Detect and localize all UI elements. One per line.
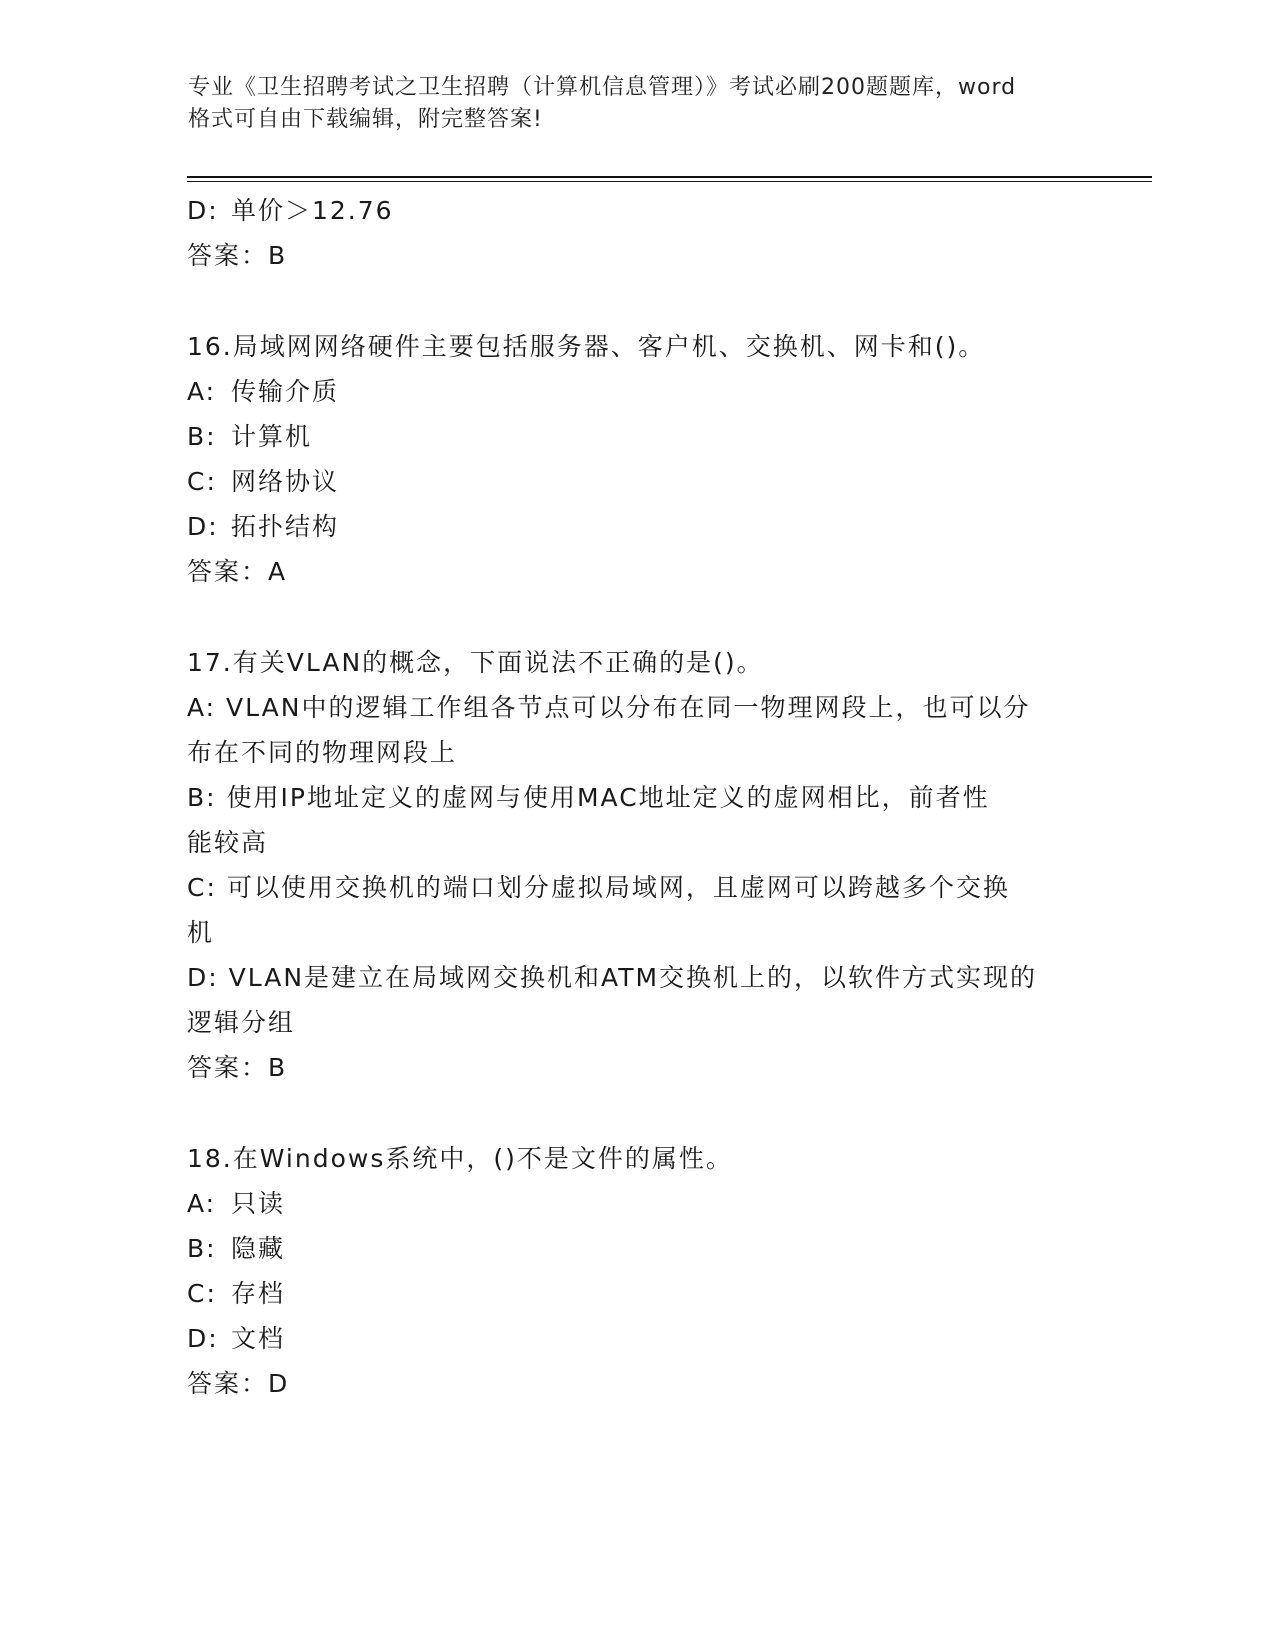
option-text: 单价＞12.76 — [231, 196, 394, 225]
question-18-option-b — [187, 1226, 1087, 1271]
question-16-option-d — [187, 504, 1087, 549]
question-16-stem: 16.局域网网络硬件主要包括服务器、客户机、交换机、网卡和()。 — [187, 332, 986, 361]
option-label: B: — [187, 422, 217, 451]
question-content — [187, 188, 1087, 1406]
option-label: B: — [187, 1234, 217, 1263]
option-label: A: — [187, 377, 217, 406]
question-17-option-d-line-1: D: VLAN是建立在局域网交换机和ATM交换机上的，以软件方式实现的 — [187, 963, 1038, 992]
header-divider-thin — [187, 181, 1152, 182]
option-label: C: — [187, 1279, 217, 1308]
question-18-option-c — [187, 1271, 1087, 1316]
question-17-option-a-line-2: 布在不同的物理网段上 — [187, 738, 458, 767]
option-text: 隐藏 — [231, 1234, 286, 1263]
question-16-answer: 答案：A — [187, 557, 288, 586]
spacer — [187, 594, 1087, 640]
option-text: 文档 — [231, 1324, 286, 1353]
spacer — [187, 1090, 1087, 1136]
header-title-line-1: 专业《卫生招聘考试之卫生招聘（计算机信息管理）》考试必刷200题题库，word — [188, 75, 1017, 100]
header-title-line-2: 格式可自由下载编辑，附完整答案! — [188, 107, 543, 132]
option-text: 网络协议 — [231, 467, 340, 496]
question-17-option-c-line-1: C: 可以使用交换机的端口划分虚拟局域网，且虚网可以跨越多个交换 — [187, 873, 1010, 902]
question-16-option-b — [187, 414, 1087, 459]
question-17-option-b-line-2: 能较高 — [187, 828, 269, 857]
question-17-option-a-line-1: A: VLAN中的逻辑工作组各节点可以分布在同一物理网段上，也可以分 — [187, 693, 1031, 722]
option-label: A: — [187, 1189, 217, 1218]
question-16-option-c — [187, 459, 1087, 504]
prev-option-d — [187, 188, 1087, 233]
option-text: 只读 — [231, 1189, 286, 1218]
prev-answer: 答案：B — [187, 241, 288, 270]
option-text: 计算机 — [231, 422, 313, 451]
option-label: D: — [187, 512, 219, 541]
question-17-answer: 答案：B — [187, 1053, 288, 1082]
question-16-option-a — [187, 369, 1087, 414]
question-17-option-c-line-2: 机 — [187, 918, 215, 947]
option-text: 拓扑结构 — [231, 512, 340, 541]
question-17-option-d-line-2: 逻辑分组 — [187, 1008, 296, 1037]
spacer — [187, 278, 1087, 324]
option-label: D: — [187, 196, 219, 225]
document-header — [188, 72, 1088, 136]
question-17-stem: 17.有关VLAN的概念，下面说法不正确的是()。 — [187, 648, 764, 677]
question-18-option-a — [187, 1181, 1087, 1226]
question-18-stem: 18.在Windows系统中，()不是文件的属性。 — [187, 1144, 733, 1173]
option-label: D: — [187, 1324, 219, 1353]
header-divider-thick — [187, 176, 1152, 178]
option-text: 传输介质 — [231, 377, 340, 406]
question-18-option-d — [187, 1316, 1087, 1361]
question-18-answer: 答案：D — [187, 1369, 290, 1398]
question-17-option-b-line-1: B: 使用IP地址定义的虚网与使用MAC地址定义的虚网相比，前者性 — [187, 783, 990, 812]
option-text: 存档 — [231, 1279, 286, 1308]
option-label: C: — [187, 467, 217, 496]
